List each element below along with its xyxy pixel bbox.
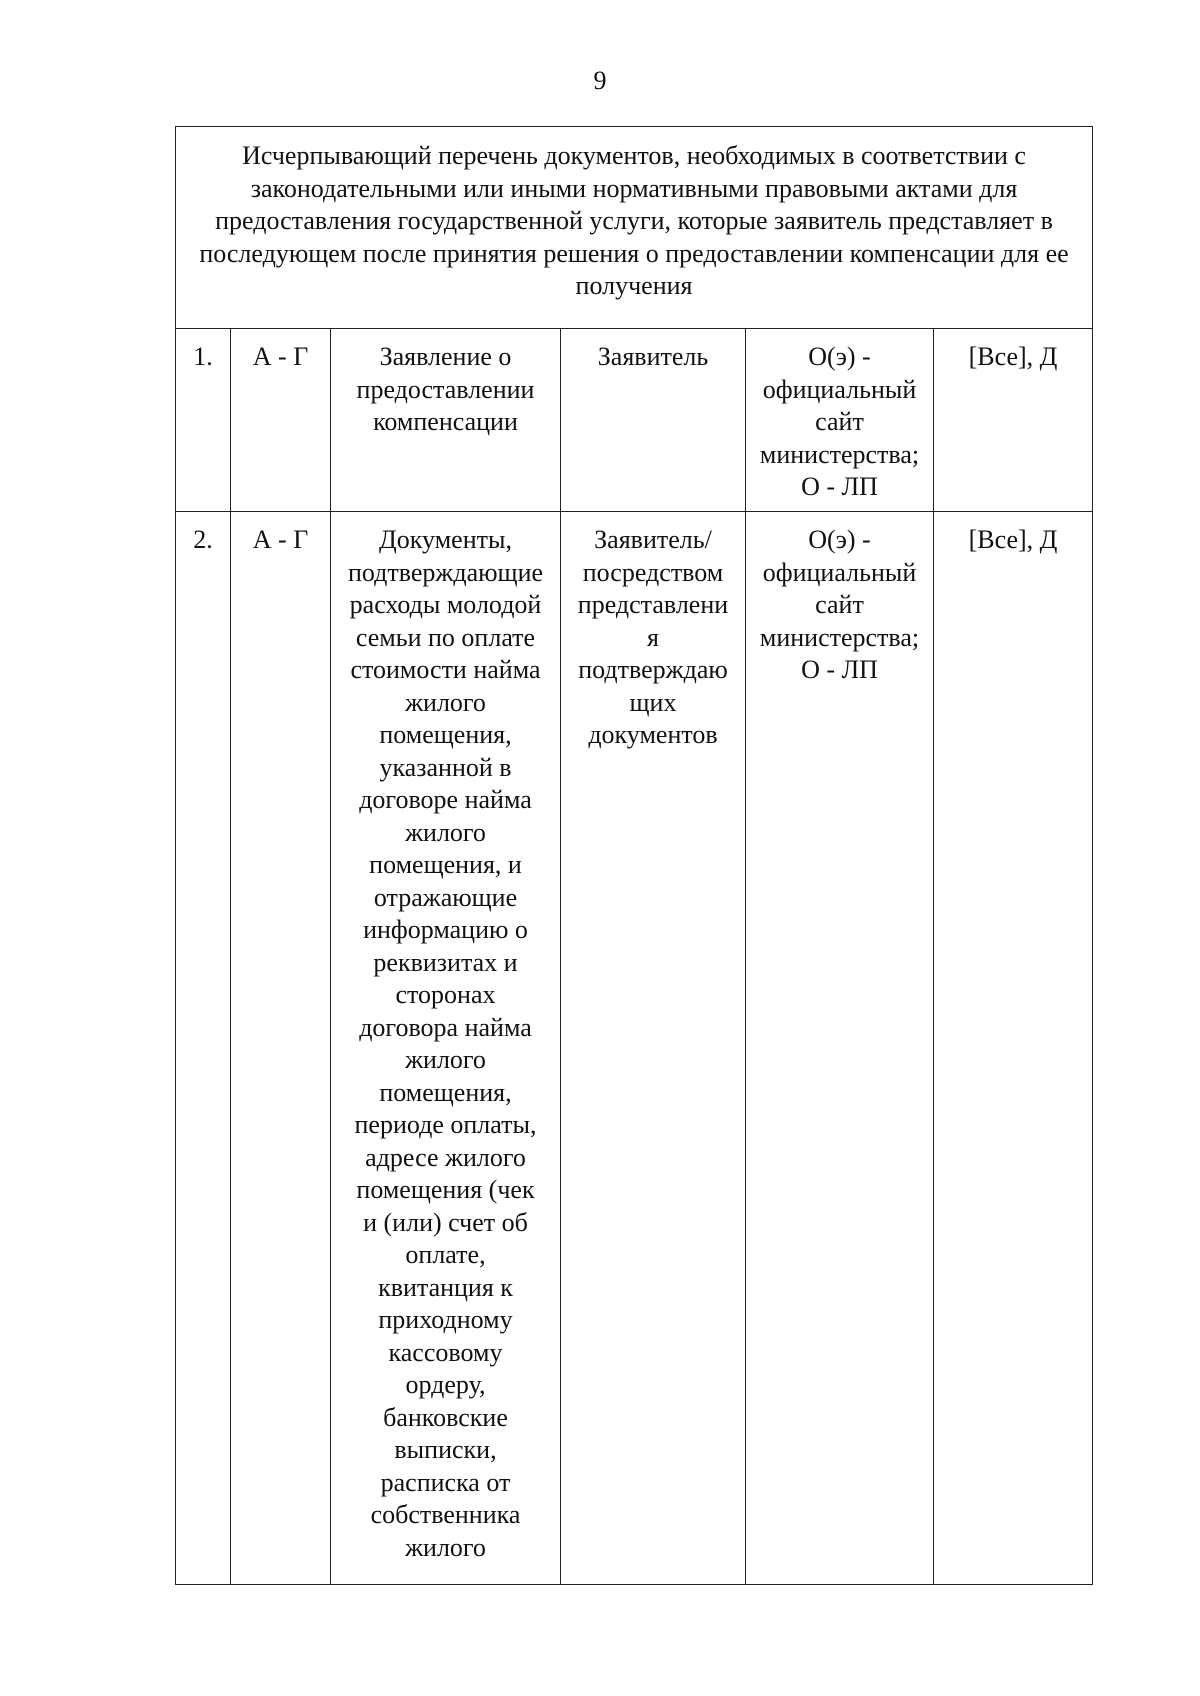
row-document: Заявление о предоставлении компенсации	[331, 329, 561, 512]
table-row	[176, 512, 1093, 1585]
table-header-row	[176, 127, 1093, 329]
row-form: О(э) - официальный сайт министерства; О - ЛП	[746, 329, 934, 512]
row-document: Документы, подтверждающие расходы молодой семьи по оплате стоимости найма жилого помещения, указанной в договоре найма жилого помещения, и отражающие информацию о реквизитах и сторонах договора найма жилого помещения, периоде оплаты, адресе жилого помещения (чек и (или) счет об оплате, квитанция к приходному кассовому ордеру, банковские выписки, расписка от собственника жилого	[331, 512, 561, 1585]
row-form: О(э) - официальный сайт министерства; О - ЛП	[746, 512, 934, 1585]
row-number: 1.	[176, 329, 231, 512]
table-row	[176, 329, 1093, 512]
row-marks: [Все], Д	[934, 329, 1093, 512]
documents-table	[175, 126, 1093, 1585]
row-category: А - Г	[231, 512, 331, 1585]
table-header: Исчерпывающий перечень документов, необходимых в соответствии с законодательными или иными нормативными правовыми актами для предоставления государственной услуги, которые заявитель представляет в последующем после принятия решения о предоставлении компенсации для ее получения	[176, 127, 1093, 329]
row-source: Заявитель/ посредством представлени я подтверждаю щих документов	[561, 512, 746, 1585]
row-number: 2.	[176, 512, 231, 1585]
page-number: 9	[593, 66, 607, 95]
row-marks: [Все], Д	[934, 512, 1093, 1585]
row-source: Заявитель	[561, 329, 746, 512]
row-category: А - Г	[231, 329, 331, 512]
